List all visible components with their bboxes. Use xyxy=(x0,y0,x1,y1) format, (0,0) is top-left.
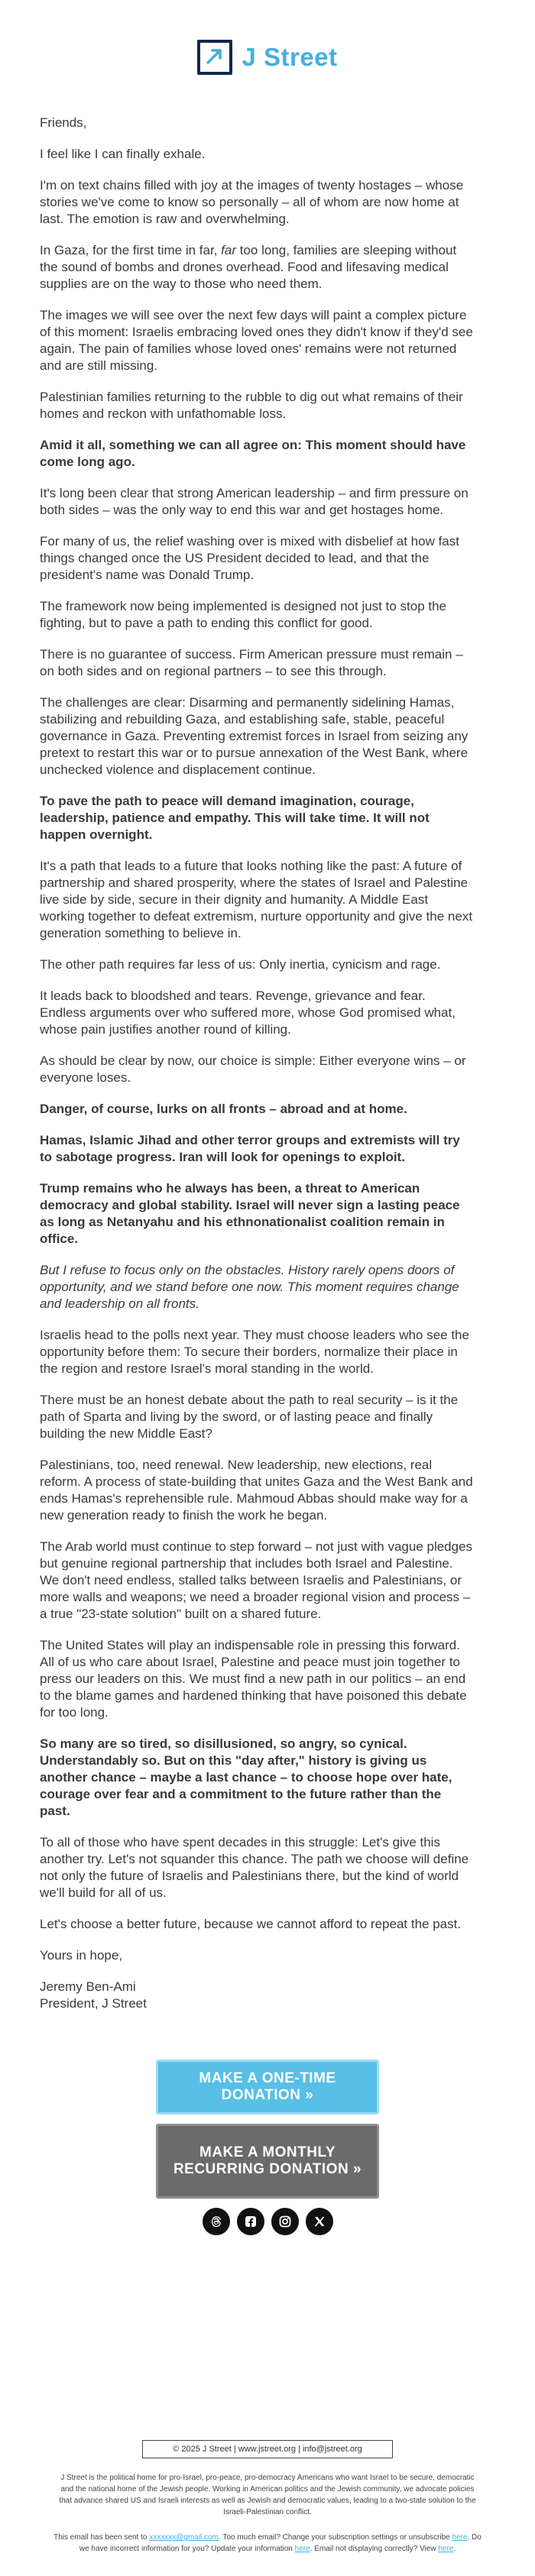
signer-title: President, J Street xyxy=(40,1996,147,2011)
paragraph-text: In Gaza, for the first time in far, xyxy=(40,243,222,257)
paragraph: It's a path that leads to a future that looks nothing like the past: A future of partnership and shared prosperity, where the states of Israel and Palestine live side by side, secure in their dignity and humanity. A Middle East working together to defeat extremism, nurture opportunity and give the next generation something to believe in. xyxy=(40,859,473,940)
footer-about: J Street is the political home for pro-Israel, pro-peace, pro-democracy Americans who want Israel to be secure, democratic and the national home of the Jewish people. Working in American politics and the Jewish community, we advocate policies that advance shared US and Israeli interests as well as Jewish and democratic values, leading to a two-state solution to the Israeli-Palestinian conflict. xyxy=(59,2474,476,2516)
paragraph: Palestinian families returning to the rubble to dig out what remains of their homes and reckon with unfathomable loss. xyxy=(40,390,463,421)
update-info-link[interactable]: here xyxy=(294,2545,310,2553)
paragraph-bold: To pave the path to peace will demand imagination, courage, leadership, patience and empathy. This will take time. It will not happen overnight. xyxy=(40,794,430,842)
paragraph-bold: Danger, of course, lurks on all fronts – abroad and at home. xyxy=(40,1102,407,1116)
signature xyxy=(40,1979,474,2012)
threads-icon[interactable] xyxy=(203,2208,230,2235)
paragraph: The images we will see over the next few days will paint a complex picture of this moment: Israelis embracing loved ones they didn't know if they'd see again. The pain of families whose loved ones' remains were not returned and are still missing. xyxy=(40,308,473,373)
closing: Yours in hope, xyxy=(40,1948,123,1963)
paragraph-text: too long, families are sleeping without the sound of bombs and drones overhead. Food and lifesaving medical supplies are on the way to those who need them. xyxy=(40,243,457,291)
paragraph: For many of us, the relief washing over is mixed with disbelief at how fast things changed once the US President decided to lead, and that the president's name was Donald Trump. xyxy=(40,534,459,582)
paragraph: The Arab world must continue to step forward – not just with vague pledges but genuine regional partnership that includes both Israel and Palestine. We don't need endless, stalled talks between Israelis and Palestinians, or more walls and weapons; we need a broader regional vision and process – a true "23-state solution" built on a shared future. xyxy=(40,1539,473,1621)
paragraph: I feel like I can finally exhale. xyxy=(40,147,206,161)
footer-text: . Do we have incorrect information for you? Update your information xyxy=(79,2533,481,2553)
cta-section xyxy=(0,2060,535,2199)
paragraph: Palestinians, too, need renewal. New leadership, new elections, real reform. A process of state-building that unites Gaza and the West Bank and ends Hamas's reprehensible rule. Mahmoud Abbas should make way for a new generation ready to finish the work he began. xyxy=(40,1458,473,1523)
x-icon[interactable] xyxy=(306,2208,333,2235)
emphasis-text: far xyxy=(221,243,236,257)
paragraph-bold: Amid it all, something we can all agree on: This moment should have come long ago. xyxy=(40,438,466,469)
signer-name: Jeremy Ben-Ami xyxy=(40,1979,136,1994)
footer-copyright: © 2025 J Street | www.jstreet.org | info@jstreet.org xyxy=(142,2440,393,2458)
paragraph: It leads back to bloodshed and tears. Revenge, grievance and fear. Endless arguments over who suffered more, whose God promised what, whose pain justifies another round of killing. xyxy=(40,989,456,1037)
logo-text: J Street xyxy=(242,43,338,71)
paragraph-italic: But I refuse to focus only on the obstacles. History rarely opens doors of opportunity, and we stand before one now. This moment requires change and leadership on all fronts. xyxy=(40,1263,459,1311)
paragraph: The framework now being implemented is designed not just to stop the fighting, but to pave a path to ending this conflict for good. xyxy=(40,599,447,630)
paragraph: Let's choose a better future, because we cannot afford to repeat the past. xyxy=(40,1917,462,1931)
paragraph: Israelis head to the polls next year. They must choose leaders who see the opportunity before them: To secure their borders, normalize their place in the region and restore Israel's moral standing in the world. xyxy=(40,1328,469,1376)
paragraph xyxy=(40,242,474,293)
paragraph: I'm on text chains filled with joy at the images of twenty hostages – whose stories we've come to know so personally – all of whom are now home at last. The emotion is raw and overwhelming. xyxy=(40,178,464,226)
paragraph-bold: So many are so tired, so disillusioned, so angry, so cynical. Understandably so. But on this "day after," history is giving us another chance – maybe a last chance – to choose hope over hate, courage over fear and a commitment to the future rather than the past. xyxy=(40,1736,452,1818)
paragraph: There is no guarantee of success. Firm American pressure must remain – on both sides and on regional partners – to see this through. xyxy=(40,647,463,678)
jstreet-logo[interactable] xyxy=(197,40,337,75)
one-time-donation-button[interactable]: MAKE A ONE-TIME DONATION » xyxy=(156,2060,379,2115)
social-links xyxy=(0,2208,535,2235)
paragraph: There must be an honest debate about the path to real security – is it the path of Sparta and living by the sword, or of lasting peace and finally building the new Middle East? xyxy=(40,1393,459,1441)
instagram-icon[interactable] xyxy=(271,2208,299,2235)
footer-text: . xyxy=(453,2545,456,2553)
letter-body xyxy=(0,115,535,2012)
recipient-email-link[interactable]: xxxxxxx@gmail.com xyxy=(149,2533,219,2542)
footer-text: . Email not displaying correctly? View xyxy=(310,2545,439,2553)
footer-text: This email has been sent to xyxy=(54,2533,150,2542)
logo-mark-icon xyxy=(197,40,232,75)
monthly-donation-button[interactable]: MAKE A MONTHLY RECURRING DONATION » xyxy=(156,2124,379,2199)
paragraph: To all of those who have spent decades in this struggle: Let's give this another try. Let's not squander this chance. The path we choose will define not only the future of Israelis and Palestinians there, but the kind of world we'll build for all of us. xyxy=(40,1835,469,1900)
paragraph: The other path requires far less of us: Only inertia, cynicism and rage. xyxy=(40,957,441,972)
greeting: Friends, xyxy=(40,115,87,130)
paragraph-bold: Hamas, Islamic Jihad and other terror groups and extremists will try to sabotage progress. Iran will look for openings to exploit. xyxy=(40,1133,460,1164)
footer-text: . Too much email? Change your subscription settings or unsubscribe xyxy=(218,2533,452,2542)
unsubscribe-link[interactable]: here xyxy=(452,2533,468,2542)
header xyxy=(0,0,535,115)
paragraph-bold: Trump remains who he always has been, a threat to American democracy and global stability. Israel will never sign a lasting peace as long as Netanyahu and his ethnonationalist coalition remain in office. xyxy=(40,1181,460,1246)
footer-subscription-info xyxy=(0,2532,535,2555)
facebook-icon[interactable] xyxy=(237,2208,264,2235)
paragraph: The United States will play an indispensable role in pressing this forward. All of us who care about Israel, Palestine and peace must join together to press our leaders on this. We must find a new path in our politics – an end to the blame games and hardened thinking that have poisoned this debate for too long. xyxy=(40,1638,467,1720)
view-online-link[interactable]: here xyxy=(438,2545,454,2553)
paragraph: As should be clear by now, our choice is simple: Either everyone wins – or everyone loses. xyxy=(40,1053,466,1085)
paragraph: It's long been clear that strong American leadership – and firm pressure on both sides – was the only way to end this war and get hostages home. xyxy=(40,486,469,517)
paragraph: The challenges are clear: Disarming and permanently sidelining Hamas, stabilizing and rebuilding Gaza, and establishing safe, stable, peaceful governance in Gaza. Preventing extremist forces in Israel from seizing any pretext to restart this war or to pursue annexation of the West Bank, where unchecked violence and displacement continue. xyxy=(40,695,469,777)
